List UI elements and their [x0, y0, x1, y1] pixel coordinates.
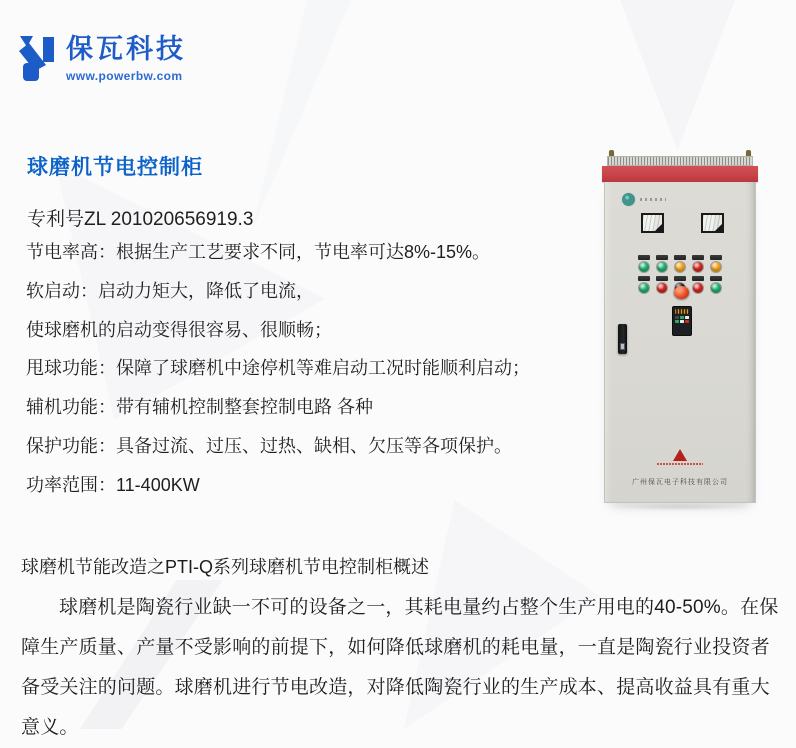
analog-meter — [641, 213, 664, 233]
vfd-button — [675, 316, 679, 319]
vfd-button — [685, 320, 689, 323]
light-cell — [656, 276, 668, 293]
indicator-light-green — [639, 262, 649, 272]
brand-website-link[interactable]: www.powerbw.com — [66, 69, 183, 83]
feature-line: 功率范围：11-400KW — [26, 474, 200, 495]
background-polygon — [230, 0, 450, 230]
light-label-plate — [710, 276, 722, 281]
light-cell — [710, 276, 722, 293]
light-label-plate — [656, 276, 668, 281]
light-row — [638, 255, 722, 272]
light-label-plate — [638, 255, 650, 260]
product-photo-cabinet — [598, 146, 762, 518]
cabinet-company-label: 广州保瓦电子科技有限公司 — [632, 479, 728, 486]
feature-line: 使球磨机的启动变得很容易、很顺畅； — [26, 319, 332, 340]
indicator-light-green — [711, 283, 721, 293]
brand-logo-icon — [18, 34, 58, 84]
light-label-plate — [674, 255, 686, 260]
light-label-plate — [710, 255, 722, 260]
light-cell — [638, 255, 650, 272]
feature-line: 甩球功能：保障了球磨机中途停机等难启动工况时能顺利启动； — [26, 358, 530, 379]
light-cell — [710, 255, 722, 272]
cabinet-vent-grille — [607, 156, 753, 166]
analog-meter — [701, 213, 724, 233]
feature-line: 软启动：启动力矩大，降低了电流， — [26, 280, 314, 301]
cabinet-body — [604, 182, 756, 503]
indicator-light-red — [693, 283, 703, 293]
vfd-display — [675, 309, 689, 314]
light-cell — [674, 255, 686, 272]
overview-heading: 球磨机节能改造之PTI-Q系列球磨机节电控制柜概述 — [21, 557, 429, 577]
background-polygon — [540, 0, 790, 150]
vfd-button — [675, 320, 679, 323]
indicator-light-amber — [675, 262, 685, 272]
vfd-keypad — [672, 306, 692, 336]
cabinet-logo-caption — [640, 198, 666, 201]
brand-header[interactable] — [18, 34, 186, 84]
cabinet-red-band — [602, 166, 758, 182]
brand-name: 保瓦科技 — [66, 34, 186, 64]
meter-face — [703, 215, 722, 231]
vfd-button — [680, 316, 684, 319]
emergency-stop-button — [674, 286, 689, 299]
key-lock — [620, 343, 625, 350]
vfd-button — [685, 316, 689, 319]
feature-line: 保护功能：具备过流、过压、过热、缺相、欠压等各项保护。 — [26, 435, 512, 456]
overview-paragraph: 球磨机是陶瓷行业缺一不可的设备之一，其耗电量约占整个生产用电的40-50%。在保障生产质量、产量不受影响的前提下，如何降低球磨机的耗电量，一直是陶瓷行业投资者备受关注的问题。球磨机进行节电改造，对降低陶瓷行业的生产成本、提高收益具有重大意义。 — [21, 597, 779, 738]
feature-line: 辅机功能：带有辅机控制整套控制电路 各种 — [26, 397, 373, 418]
warning-triangle-icon — [673, 449, 687, 461]
feature-line: 节电率高：根据生产工艺要求不同，节电率可达8%-15%。 — [26, 242, 491, 262]
vfd-buttons — [675, 316, 689, 323]
light-cell — [656, 255, 668, 272]
cabinet-logo-icon — [622, 193, 635, 206]
indicator-light-green — [657, 262, 667, 272]
meter-face — [643, 215, 662, 231]
light-label-plate — [692, 255, 704, 260]
indicator-light-red — [693, 262, 703, 272]
product-title: 球磨机节电控制柜 — [27, 156, 203, 179]
warning-caption — [657, 463, 703, 465]
light-label-plate — [692, 276, 704, 281]
light-cell — [692, 255, 704, 272]
cabinet-shadow — [608, 503, 752, 511]
light-label-plate — [656, 255, 668, 260]
light-cell — [638, 276, 650, 293]
indicator-light-red — [657, 283, 667, 293]
light-cell — [692, 276, 704, 293]
light-label-plate — [674, 276, 686, 281]
light-label-plate — [638, 276, 650, 281]
indicator-light-green — [639, 283, 649, 293]
door-handle — [618, 324, 627, 354]
feature-list — [26, 233, 586, 505]
patent-number: 专利号ZL 201020656919.3 — [27, 209, 254, 230]
brand-text — [66, 34, 186, 83]
warning-triangle-logo — [605, 449, 755, 465]
vfd-button — [680, 320, 684, 323]
indicator-light-amber — [711, 262, 721, 272]
